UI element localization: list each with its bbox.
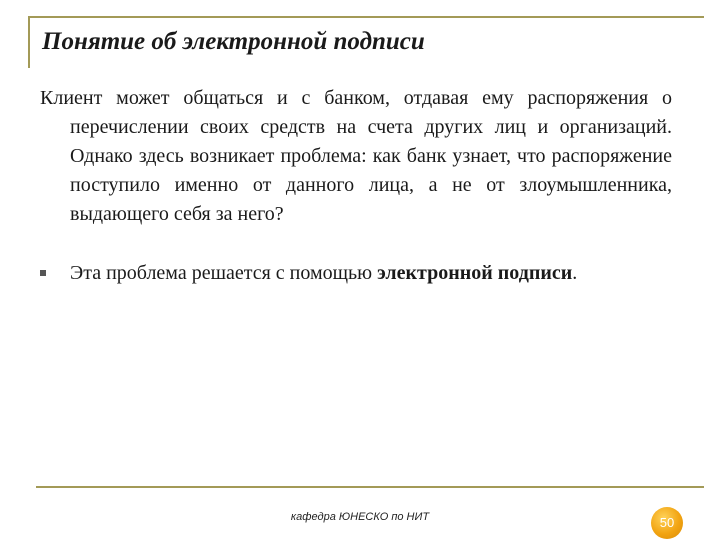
footer-text: кафедра ЮНЕСКО по НИТ (290, 511, 430, 523)
body-paragraph: Клиент может общаться и с банком, отдавая ему распоряжения о перечислении своих средств на счета других лиц и организаций. Однако здесь возникает проблема: как банк узнает, что распоряжение поступило именно от данного лица, а не от злоумышленника, выдающего себя за него? (40, 87, 672, 225)
title-frame-left-line (28, 16, 30, 68)
square-bullet-icon (40, 270, 46, 276)
title-frame-top-line (28, 16, 704, 18)
slide-body (40, 84, 672, 288)
bullet-item (40, 259, 672, 288)
footer-line (36, 486, 704, 488)
slide-title: Понятие об электронной подписи (42, 28, 425, 55)
bullet-text-bold: электронной подписи (377, 262, 573, 284)
bullet-text-plain: Эта проблема решается с помощью (70, 262, 373, 284)
page-number-badge: 50 (651, 507, 683, 539)
bullet-text-end: . (572, 262, 578, 284)
bullet-text (70, 259, 672, 288)
